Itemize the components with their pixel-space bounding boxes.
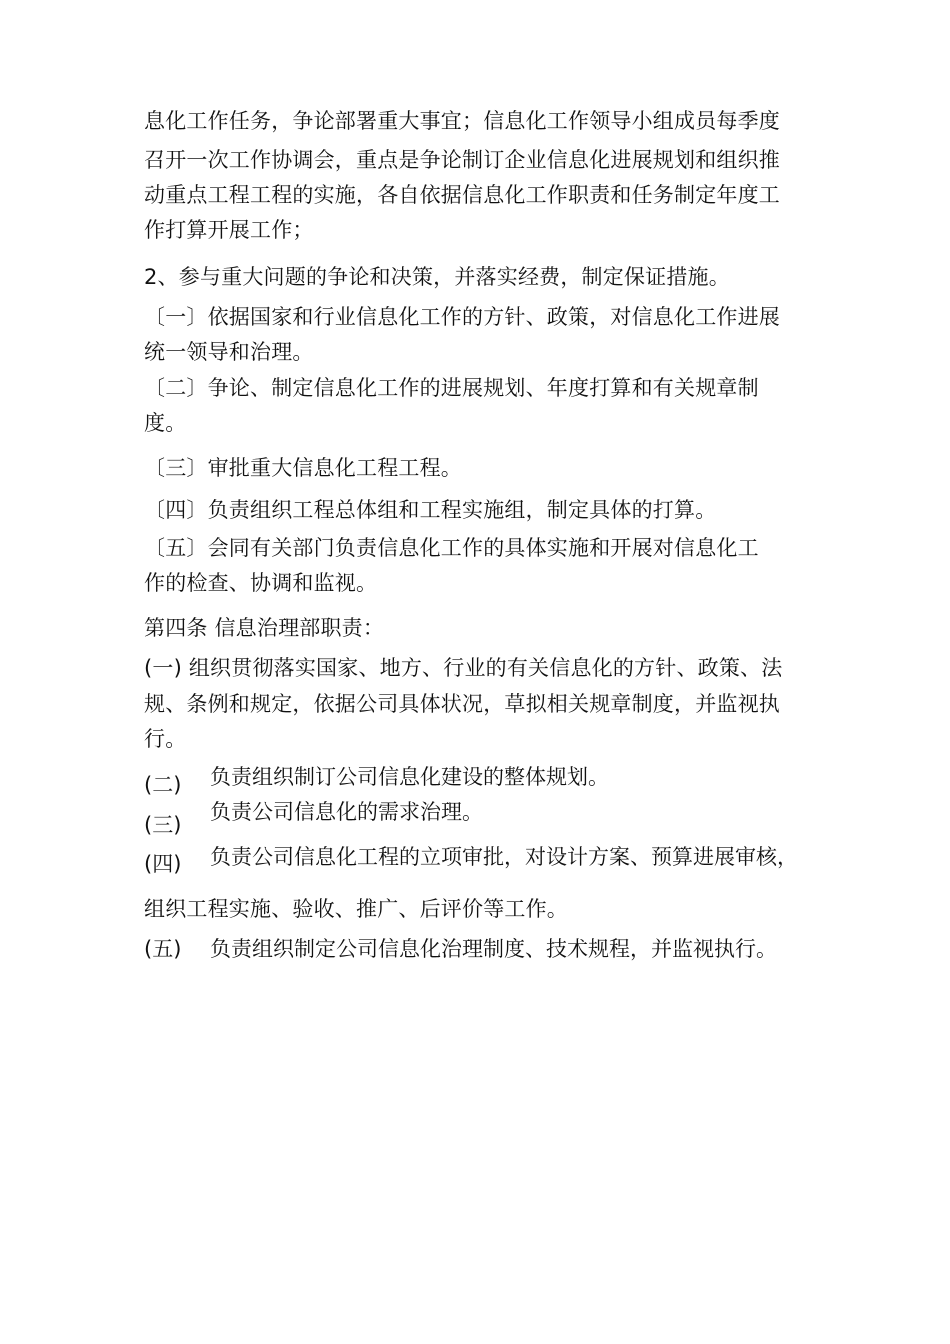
text-line: 〔四〕负责组织工程总体组和工程实施组，制定具体的打算。 [144,498,717,522]
text-line: 〔三〕审批重大信息化工程工程。 [144,456,462,480]
text-line: 〔二〕争论、制定信息化工作的进展规划、年度打算和有关规章制 [144,376,759,400]
text-line: 召开一次工作协调会，重点是争论制订企业信息化进展规划和组织推 [144,148,780,172]
text-line: 息化工作任务，争论部署重大事宜；信息化工作领导小组成员每季度 [144,109,780,133]
text-line: 作打算开展工作； [144,218,314,242]
text-line: 动重点工程工程的实施，各自依据信息化工作职责和任务制定年度工 [144,183,780,207]
article-heading: 第四条 信息治理部职责： [144,616,385,640]
text-line: 规、条例和规定，依据公司具体状况，草拟相关规章制度，并监视执 [144,692,780,716]
item-text: 负责组织制订公司信息化建设的整体规划。 [210,765,609,789]
text-line: 2、参与重大问题的争论和决策，并落实经费，制定保证措施。 [144,265,730,289]
text-line: (一) 组织贯彻落实国家、地方、行业的有关信息化的方针、政策、法 [144,656,783,680]
text-line: 组织工程实施、验收、推广、后评价等工作。 [144,897,568,921]
item-text: 负责公司信息化的需求治理。 [210,800,483,824]
item-number: (二) [144,773,182,797]
item-text: 负责组织制定公司信息化治理制度、技术规程，并监视执行。 [210,937,777,961]
item-number: (三) [144,813,182,837]
text-line: 〔一〕依据国家和行业信息化工作的方针、政策，对信息化工作进展 [144,305,780,329]
text-line: 〔五〕会同有关部门负责信息化工作的具体实施和开展对信息化工 [144,536,759,560]
text-line: 作的检查、协调和监视。 [144,571,378,595]
text-line: 统一领导和治理。 [144,340,314,364]
text-line: 度。 [144,411,187,435]
item-number: (五) [144,937,182,961]
item-text: 负责公司信息化工程的立项审批，对设计方案、预算进展审核， [210,845,798,869]
item-number: (四) [144,852,182,876]
text-line: 行。 [144,727,187,751]
